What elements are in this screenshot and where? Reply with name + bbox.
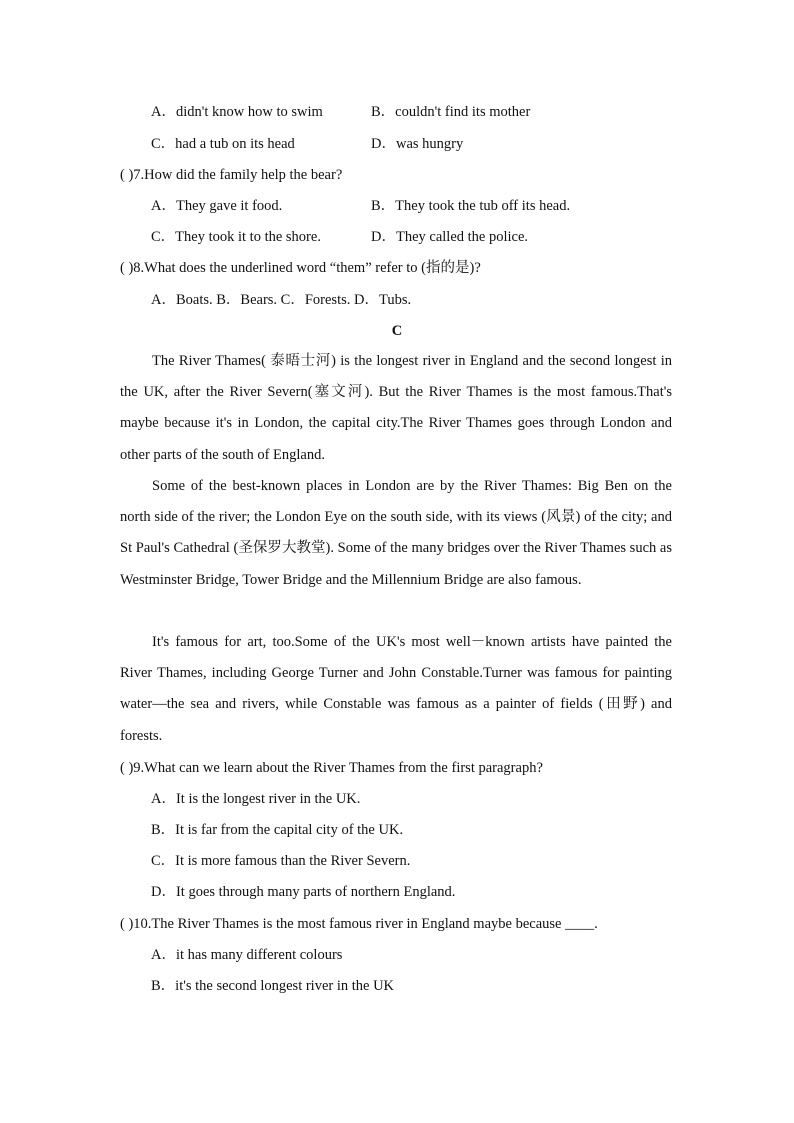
passage-paragraph-2: Some of the best-known places in London are by the River Thames: Big Ben on the north side of the river; the London Eye on the south side, with its views (风景) of the city; and St Paul's Cathedral (圣保罗大教堂). Some of the many bridges over the River Thames such as Westminster Bridge, Tower Bridge and the Millennium Bridge are also famous. (120, 478, 672, 588)
q10-option-a: A．it has many different colours (151, 947, 343, 963)
q9-option-b: B．It is far from the capital city of the UK. (151, 822, 404, 838)
q8-stem: ( )8.What does the underlined word “them” refer to (指的是)? (120, 260, 481, 276)
q7-option-c: C．They took it to the shore. (151, 229, 321, 245)
q6-option-b: B．couldn't find its mother (371, 104, 531, 120)
q6-option-d: D．was hungry (371, 136, 464, 152)
q7-option-a: A．They gave it food. (151, 198, 283, 214)
q9-option-d: D．It goes through many parts of northern England. (151, 884, 456, 900)
section-heading: C (391, 323, 403, 339)
q8-options: A．Boats. B．Bears. C．Forests. D．Tubs. (151, 292, 412, 308)
passage-paragraph-3: It's famous for art, too.Some of the UK's most well－known artists have painted the River Thames, including George Turner and John Constable.Turner was famous for painting water—the sea and rivers, while Constable was famous as a painter of fields (田野) and forests. (120, 634, 672, 744)
q7-option-b: B．They took the tub off its head. (371, 198, 571, 214)
q9-option-c: C．It is more famous than the River Severn. (151, 853, 411, 869)
q10-option-b: B．it's the second longest river in the UK (151, 978, 395, 994)
passage-paragraph-1: The River Thames( 泰晤士河) is the longest river in England and the second longest in the UK, after the River Severn(塞文河). But the River Thames is the most famous.That's maybe because it's in London, the capital city.The River Thames goes through London and other parts of the south of England. (120, 353, 672, 463)
q9-stem: ( )9.What can we learn about the River Thames from the first paragraph? (120, 760, 543, 776)
q6-option-a: A．didn't know how to swim (151, 104, 323, 120)
q7-option-d: D．They called the police. (371, 229, 529, 245)
q6-option-c: C．had a tub on its head (151, 136, 295, 152)
q10-stem: ( )10.The River Thames is the most famous river in England maybe because ____. (120, 916, 598, 932)
q7-stem: ( )7.How did the family help the bear? (120, 167, 343, 183)
q9-option-a: A．It is the longest river in the UK. (151, 791, 361, 807)
